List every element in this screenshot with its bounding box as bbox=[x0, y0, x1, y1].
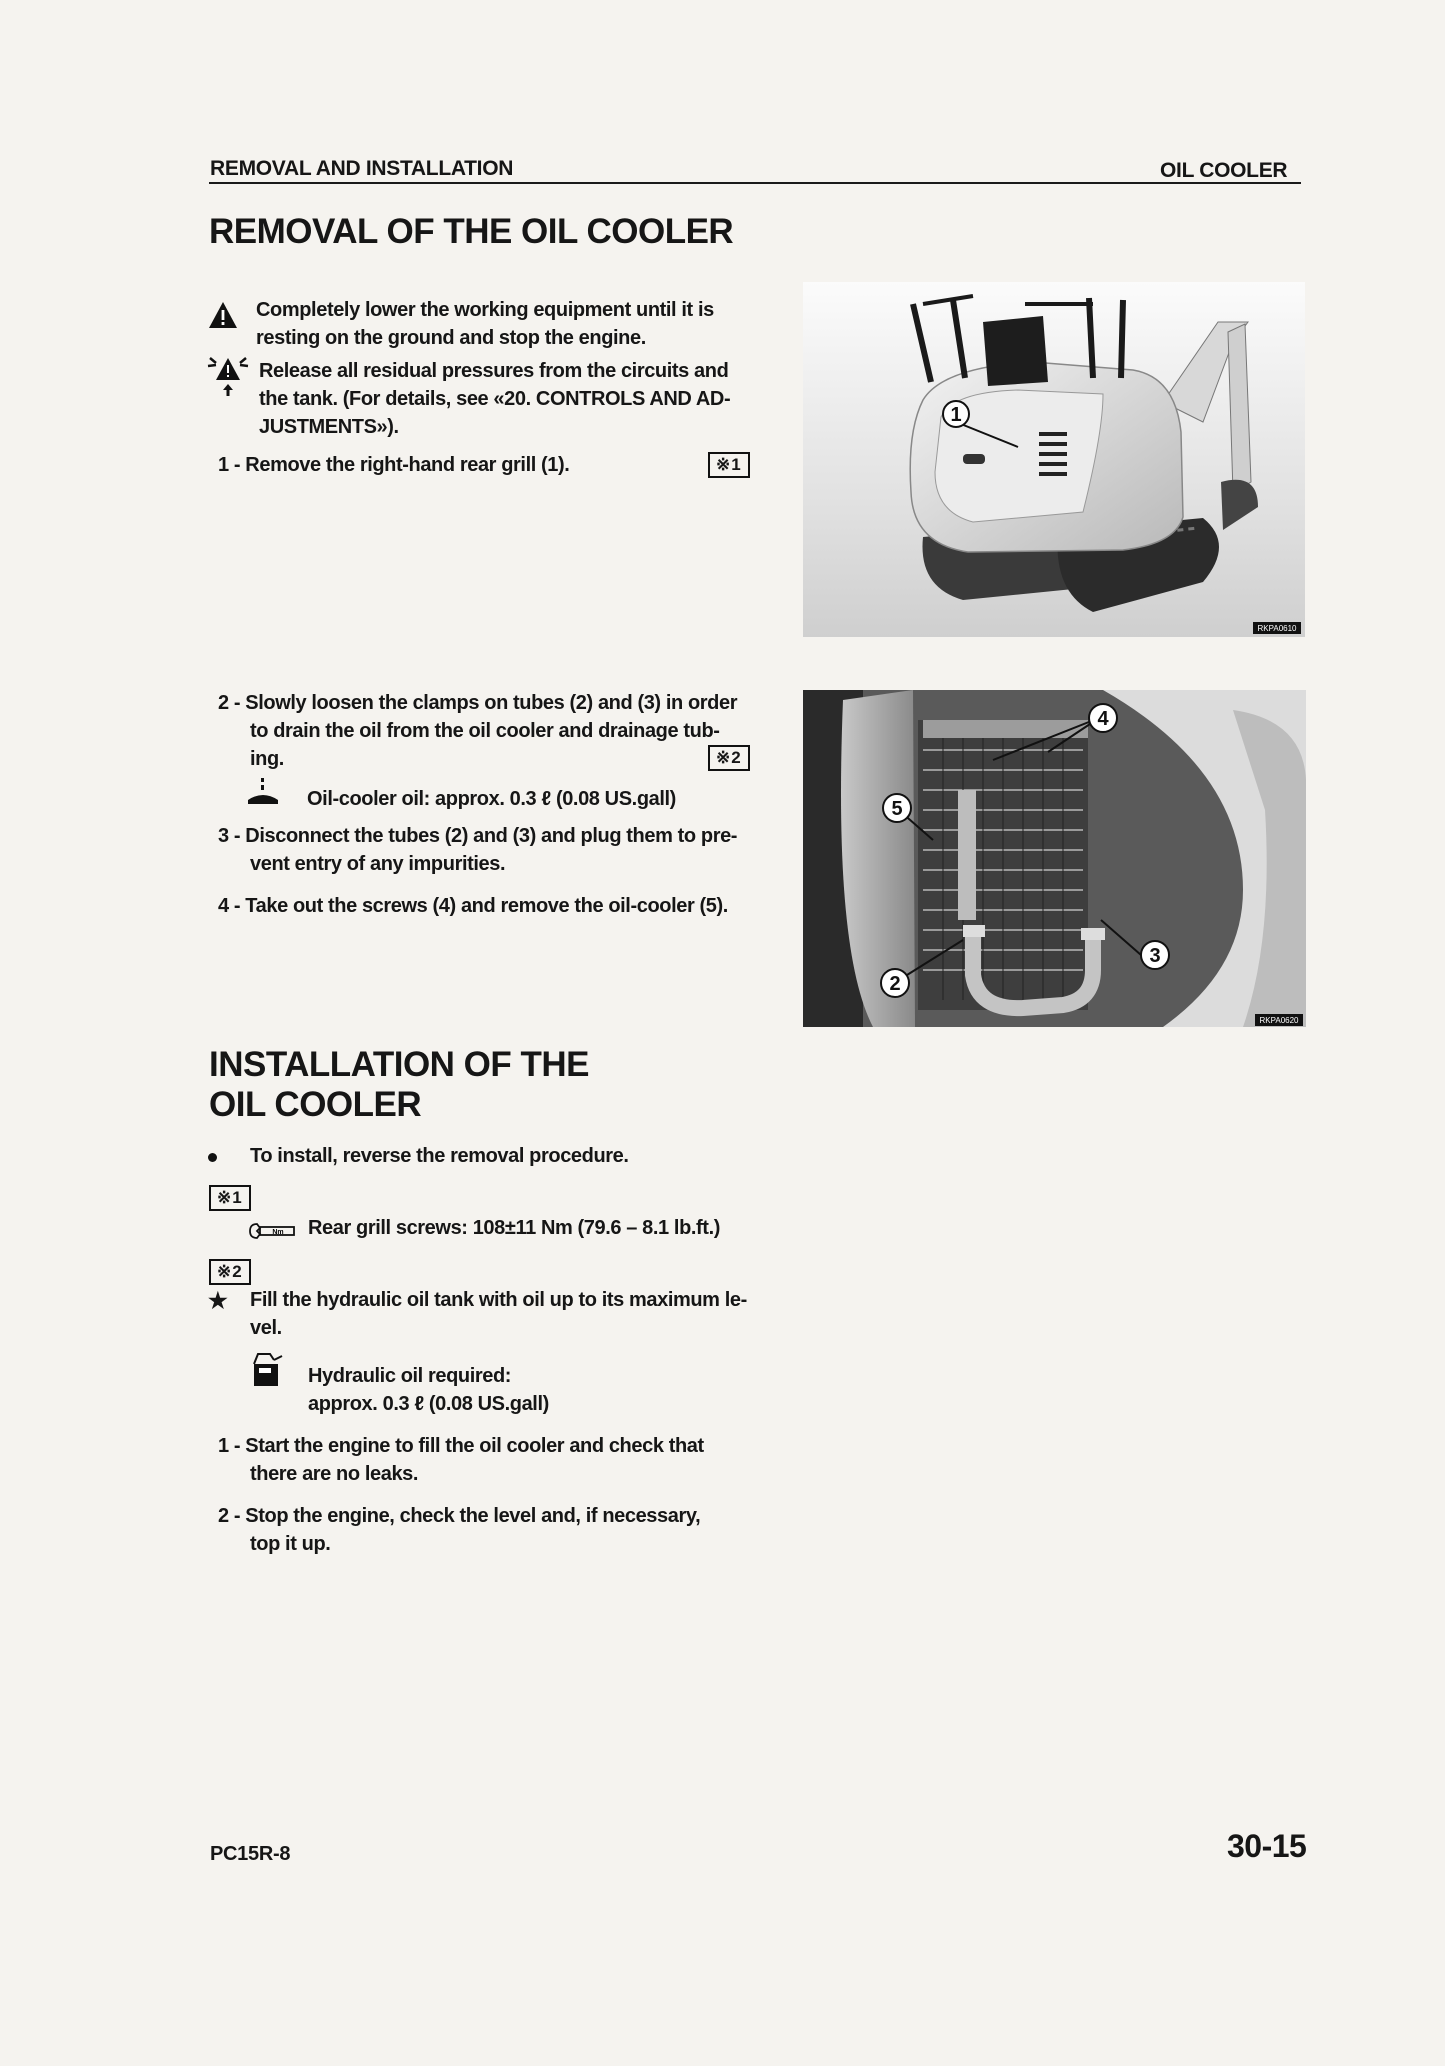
install-step-2 bbox=[218, 1502, 768, 1558]
removal-step-1: 1 - Remove the right-hand rear grill (1). bbox=[218, 454, 570, 476]
drain-oil-quantity: Oil-cooler oil: approx. 0.3 ℓ (0.08 US.gall) bbox=[307, 788, 676, 810]
fill-tank-line-2: vel. bbox=[250, 1317, 282, 1339]
removal-step-3 bbox=[218, 822, 763, 878]
removal-step-2 bbox=[218, 689, 763, 773]
reference-mark-1-install: ※1 bbox=[209, 1185, 251, 1211]
drain-icon bbox=[246, 778, 280, 811]
torque-spec: Rear grill screws: 108±11 Nm (79.6 – 8.1 lb.ft.) bbox=[308, 1217, 720, 1239]
hydraulic-oil-required bbox=[308, 1362, 549, 1418]
install-reverse-note: To install, reverse the removal procedure. bbox=[250, 1145, 629, 1167]
removal-step-4: 4 - Take out the screws (4) and remove the oil-cooler (5). bbox=[218, 895, 728, 917]
topic-header: OIL COOLER bbox=[1160, 159, 1288, 182]
callout-5: 5 bbox=[891, 798, 903, 820]
fill-tank-note bbox=[250, 1286, 765, 1342]
reference-mark-2: ※2 bbox=[708, 745, 750, 771]
callout-3: 3 bbox=[1149, 945, 1161, 967]
oil-required-line-2: approx. 0.3 ℓ (0.08 US.gall) bbox=[308, 1393, 549, 1415]
step-2-line-1: 2 - Slowly loosen the clamps on tubes (2) and (3) in order bbox=[218, 692, 738, 714]
callout-1: 1 bbox=[950, 404, 962, 426]
install-step-1-line-2: there are no leaks. bbox=[250, 1463, 419, 1485]
oil-cooler-photo bbox=[803, 690, 1306, 1027]
oil-required-line-1: Hydraulic oil required: bbox=[308, 1365, 512, 1387]
section-header: REMOVAL AND INSTALLATION bbox=[210, 157, 514, 180]
excavator-photo bbox=[803, 282, 1305, 637]
install-step-1-line-1: 1 - Start the engine to fill the oil cooler and check that bbox=[218, 1435, 704, 1457]
bullet-icon bbox=[208, 1153, 217, 1162]
warning-residual-pressure bbox=[259, 357, 764, 441]
star-icon: ★ bbox=[208, 1288, 228, 1313]
figure-2-code: RKPA0620 bbox=[1259, 1016, 1299, 1025]
warning-line-1: Release all residual pressures from the circuits and bbox=[259, 360, 729, 382]
fill-tank-line-1: Fill the hydraulic oil tank with oil up to its maximum le- bbox=[250, 1289, 747, 1311]
install-step-2-line-2: top it up. bbox=[250, 1533, 331, 1555]
callout-2: 2 bbox=[889, 973, 901, 995]
step-2-line-2: to drain the oil from the oil cooler and drainage tub- bbox=[250, 720, 720, 742]
installation-title-line-2: OIL COOLER bbox=[209, 1085, 422, 1124]
oil-can-icon bbox=[248, 1350, 284, 1393]
install-step-2-line-1: 2 - Stop the engine, check the level and, if necessary, bbox=[218, 1505, 701, 1527]
torque-icon-label: Nm bbox=[272, 1229, 284, 1236]
model-number: PC15R-8 bbox=[210, 1843, 291, 1865]
installation-title-line-1: INSTALLATION OF THE bbox=[209, 1045, 589, 1084]
page-number: 30-15 bbox=[1227, 1828, 1307, 1864]
warning-lower-equipment: Completely lower the working equipment until it is resting on the ground and stop the engine. bbox=[256, 299, 714, 349]
reference-mark-2-install: ※2 bbox=[209, 1259, 251, 1285]
installation-title bbox=[209, 1045, 589, 1125]
callout-4: 4 bbox=[1097, 708, 1109, 730]
warning-triangle-icon bbox=[208, 300, 238, 335]
step-2-line-3: ing. bbox=[250, 748, 284, 770]
header-rule bbox=[209, 182, 1301, 184]
figure-1-code: RKPA0610 bbox=[1257, 624, 1297, 633]
reference-mark-1: ※1 bbox=[708, 452, 750, 478]
warning-line-3: JUSTMENTS»). bbox=[259, 416, 399, 438]
install-step-1 bbox=[218, 1432, 768, 1488]
step-3-line-1: 3 - Disconnect the tubes (2) and (3) and plug them to pre- bbox=[218, 825, 738, 847]
removal-title: REMOVAL OF THE OIL COOLER bbox=[209, 212, 734, 251]
torque-wrench-icon bbox=[248, 1222, 296, 1245]
warning-line-2: the tank. (For details, see «20. CONTROLS AND AD- bbox=[259, 388, 731, 410]
pressure-warning-icon bbox=[206, 352, 250, 403]
step-3-line-2: vent entry of any impurities. bbox=[250, 853, 506, 875]
